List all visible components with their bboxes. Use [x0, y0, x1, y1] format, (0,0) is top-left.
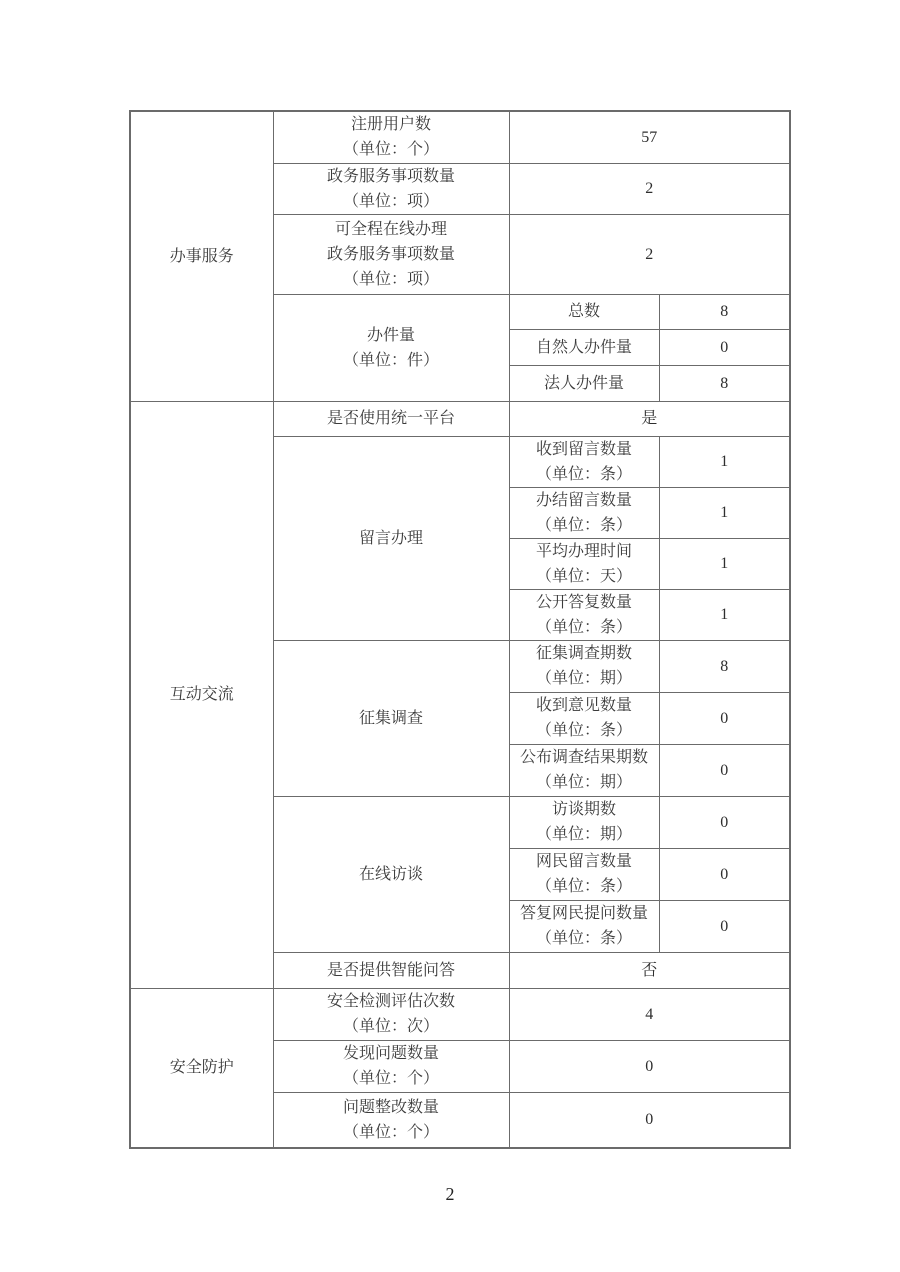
subrow-label: 办结留言数量 （单位：条） [509, 487, 659, 538]
subrow-value: 0 [659, 900, 790, 952]
subrow-value: 1 [659, 487, 790, 538]
row-value: 2 [509, 214, 790, 294]
subrow-label: 征集调查期数 （单位：期） [509, 640, 659, 692]
row-label: 办件量 （单位：件） [273, 294, 509, 401]
subrow-value: 0 [659, 744, 790, 796]
subrow-value: 8 [659, 294, 790, 329]
row-value: 2 [509, 163, 790, 214]
row-label: 在线访谈 [273, 796, 509, 952]
row-value: 否 [509, 952, 790, 988]
report-table [129, 110, 791, 1149]
row-label: 可全程在线办理 政务服务事项数量 （单位：项） [273, 214, 509, 294]
subrow-label: 访谈期数 （单位：期） [509, 796, 659, 848]
subrow-label: 总数 [509, 294, 659, 329]
category-label: 办事服务 [169, 247, 234, 265]
subrow-label: 网民留言数量 （单位：条） [509, 848, 659, 900]
row-value: 4 [509, 988, 790, 1040]
category-label: 互动交流 [169, 686, 234, 703]
category-cell-interaction [130, 401, 273, 988]
row-label: 征集调查 [273, 640, 509, 796]
subrow-label: 收到意见数量 （单位：条） [509, 692, 659, 744]
subrow-value: 0 [659, 796, 790, 848]
subrow-label: 答复网民提问数量 （单位：条） [509, 900, 659, 952]
table-row [130, 988, 790, 1040]
subrow-value: 8 [659, 640, 790, 692]
subrow-label: 法人办件量 [509, 365, 659, 401]
subrow-value: 1 [659, 589, 790, 640]
category-cell-service [130, 111, 273, 401]
row-value: 0 [509, 1040, 790, 1092]
table-row [130, 401, 790, 436]
category-cell-security [130, 988, 273, 1148]
subrow-label: 收到留言数量 （单位：条） [509, 436, 659, 487]
subrow-value: 1 [659, 538, 790, 589]
row-label: 安全检测评估次数 （单位：次） [273, 988, 509, 1040]
table-row [130, 111, 790, 163]
subrow-label: 公布调查结果期数 （单位：期） [509, 744, 659, 796]
row-label: 是否提供智能问答 [273, 952, 509, 988]
row-value: 0 [509, 1092, 790, 1148]
row-value: 是 [509, 401, 790, 436]
subrow-value: 0 [659, 692, 790, 744]
subrow-value: 0 [659, 848, 790, 900]
subrow-label: 公开答复数量 （单位：条） [509, 589, 659, 640]
row-label: 发现问题数量 （单位：个） [273, 1040, 509, 1092]
subrow-label: 自然人办件量 [509, 329, 659, 365]
row-label: 是否使用统一平台 [273, 401, 509, 436]
subrow-value: 1 [659, 436, 790, 487]
subrow-label: 平均办理时间 （单位：天） [509, 538, 659, 589]
row-label: 注册用户数 （单位：个） [273, 111, 509, 163]
row-label: 政务服务事项数量 （单位：项） [273, 163, 509, 214]
subrow-value: 0 [659, 329, 790, 365]
row-label: 问题整改数量 （单位：个） [273, 1092, 509, 1148]
category-label: 安全防护 [169, 1059, 234, 1077]
page-number: 2 [445, 1184, 455, 1204]
row-value: 57 [509, 111, 790, 163]
row-label: 留言办理 [273, 436, 509, 640]
subrow-value: 8 [659, 365, 790, 401]
